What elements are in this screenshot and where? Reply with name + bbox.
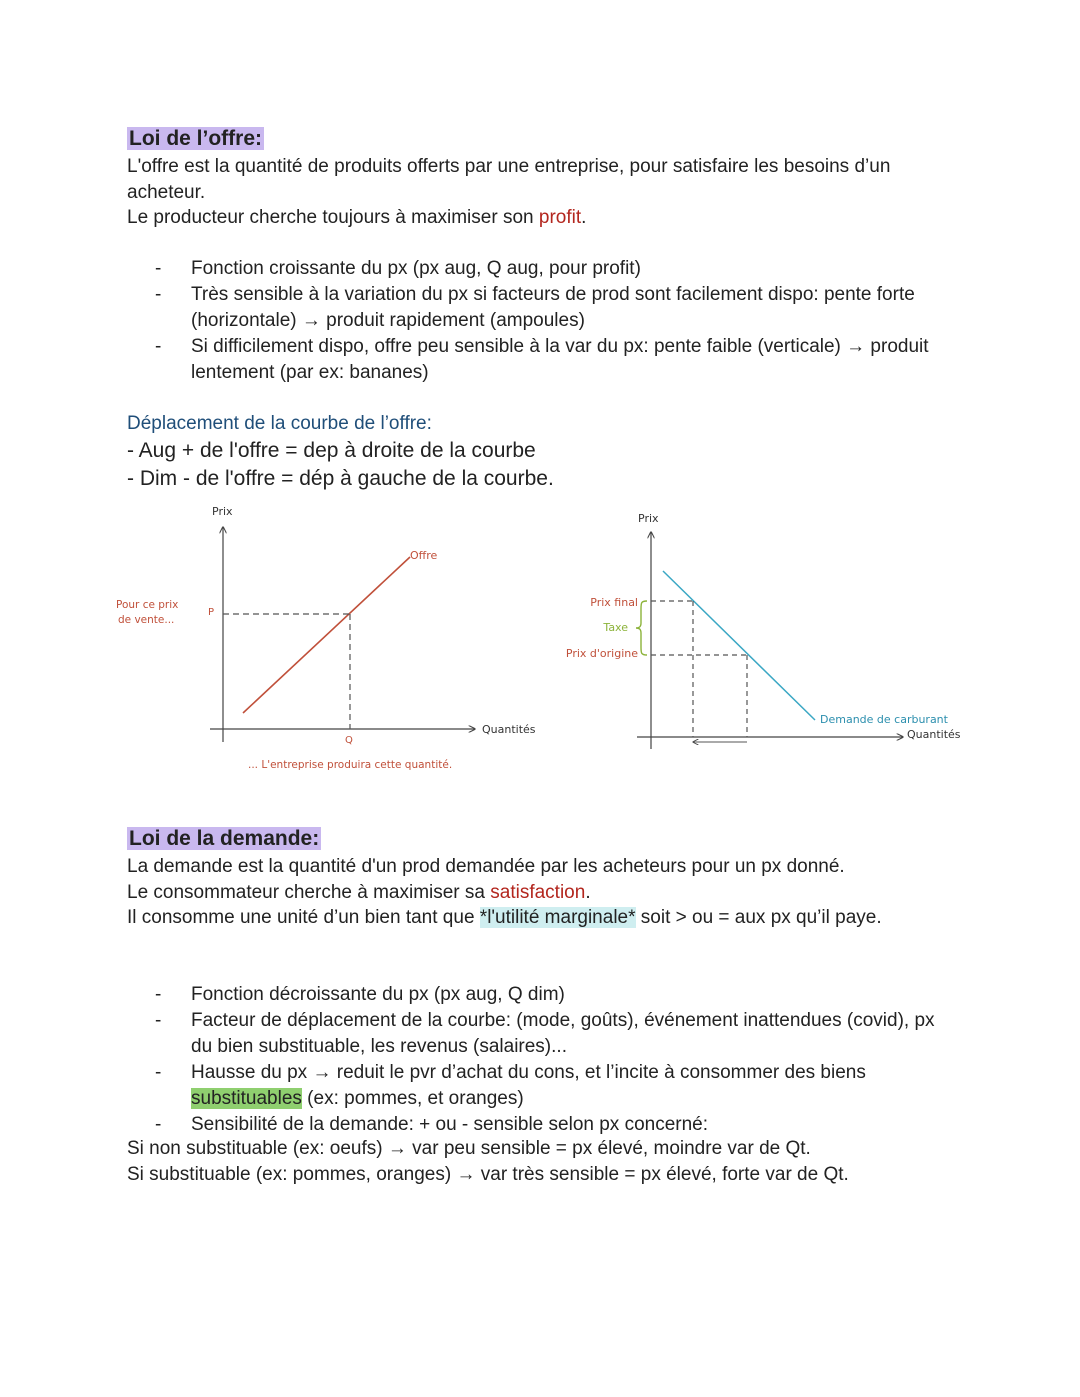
- profit-word: profit: [538, 207, 582, 228]
- offre-heading-line: [127, 126, 264, 153]
- offre-diagram: [100, 500, 550, 790]
- offre-y-axis-label: Prix: [212, 505, 233, 518]
- offre-bullet-text: lentement (par ex: bananes): [191, 362, 429, 383]
- substituables-highlight: substituables: [191, 1088, 302, 1109]
- demande-line-2-end: .: [585, 882, 591, 903]
- demande-line-1: La demande est la quantité d'un prod demandée par les acheteurs pour un px donné.: [127, 856, 845, 877]
- taxe-label: Taxe: [603, 621, 628, 634]
- demande-line-3: [127, 905, 882, 931]
- offre-para1-line2: acheteur.: [127, 182, 206, 203]
- offre-para2-text: Le producteur cherche toujours à maximiser son: [127, 207, 539, 228]
- utilite-marginale-highlight: *l'utilité marginale*: [479, 907, 636, 928]
- demande-line-3-text: Il consomme une unité d’un bien tant que: [127, 907, 480, 928]
- satisfaction-word: satisfaction: [490, 882, 586, 903]
- demande-x-axis-label: Quantités: [907, 728, 961, 741]
- shift-line-2: - Dim - de l'offre = dép à gauche de la courbe.: [127, 467, 554, 490]
- demande-tail-1: Si non substituable (ex: oeufs) → var peu sensible = px élevé, moindre var de Qt.: [127, 1138, 811, 1159]
- offre-curve: [243, 557, 410, 713]
- demande-bullet-list: [155, 982, 935, 1138]
- offre-bullet-list: [155, 256, 929, 386]
- offre-bullet-text: Si difficilement dispo, offre peu sensible à la var du px: pente faible (verticale) → produit: [191, 336, 929, 357]
- demande-bullet: [155, 1060, 935, 1112]
- prix-origine-label: Prix d'origine: [565, 647, 638, 660]
- demande-bullet: [155, 1008, 935, 1060]
- demande-bullet-text: (ex: pommes, et oranges): [301, 1088, 524, 1109]
- offre-bullet: - Fonction croissante du px (px aug, Q aug, pour profit): [155, 256, 929, 282]
- offre-bullet: [155, 282, 929, 334]
- offre-p-label: P: [208, 607, 215, 618]
- demande-line-3-end: soit > ou = aux px qu’il paye.: [635, 907, 882, 928]
- demande-bullet-text: du bien substituable, les revenus (salaires)...: [191, 1036, 567, 1057]
- shift-title: Déplacement de la courbe de l’offre:: [127, 413, 432, 434]
- demande-tail-2: Si substituable (ex: pommes, oranges) → var très sensible = px élevé, forte var de Qt.: [127, 1164, 849, 1185]
- demande-diagram: [560, 505, 980, 755]
- demande-curve-label: Demande de carburant: [820, 713, 948, 726]
- offre-side-note-1: Pour ce prix: [116, 599, 179, 611]
- demande-heading-line: [127, 826, 321, 853]
- demande-bullet: - Sensibilité de la demande: + ou - sensible selon px concerné:: [155, 1112, 935, 1138]
- offre-bullet-text: Très sensible à la variation du px si facteurs de prod sont facilement dispo: pente forte: [191, 284, 915, 305]
- offre-bullet-text: (horizontale) → produit rapidement (ampoules): [191, 310, 585, 331]
- demande-heading: Loi de la demande:: [129, 827, 320, 850]
- offre-q-label: Q: [345, 735, 353, 746]
- offre-para1-line1: L'offre est la quantité de produits offerts par une entreprise, pour satisfaire les besoins d’un: [127, 156, 891, 177]
- offre-heading: Loi de l’offre:: [129, 127, 262, 150]
- offre-curve-label: Offre: [410, 549, 438, 562]
- offre-para2: [127, 205, 586, 231]
- demande-bullet-text: Facteur de déplacement de la courbe: (mode, goûts), événement inattendues (covid), px: [191, 1010, 935, 1031]
- offre-para2-end: .: [581, 207, 587, 228]
- offre-caption: ... L'entreprise produira cette quantité.: [248, 759, 453, 771]
- demande-line-2: [127, 880, 591, 906]
- demande-y-axis-label: Prix: [638, 512, 659, 525]
- demande-bullet: - Fonction décroissante du px (px aug, Q dim): [155, 982, 935, 1008]
- offre-side-note-2: de vente...: [118, 614, 175, 626]
- demande-line-2-text: Le consommateur cherche à maximiser sa: [127, 882, 491, 903]
- offre-bullet: [155, 334, 929, 386]
- prix-final-label: Prix final: [590, 596, 638, 609]
- demande-bullet-text: Hausse du px → reduit le pvr d’achat du cons, et l’incite à consommer des biens: [191, 1062, 866, 1083]
- offre-x-axis-label: Quantités: [482, 723, 536, 736]
- demande-curve: [663, 571, 815, 720]
- shift-line-1: - Aug + de l'offre = dep à droite de la courbe: [127, 439, 536, 462]
